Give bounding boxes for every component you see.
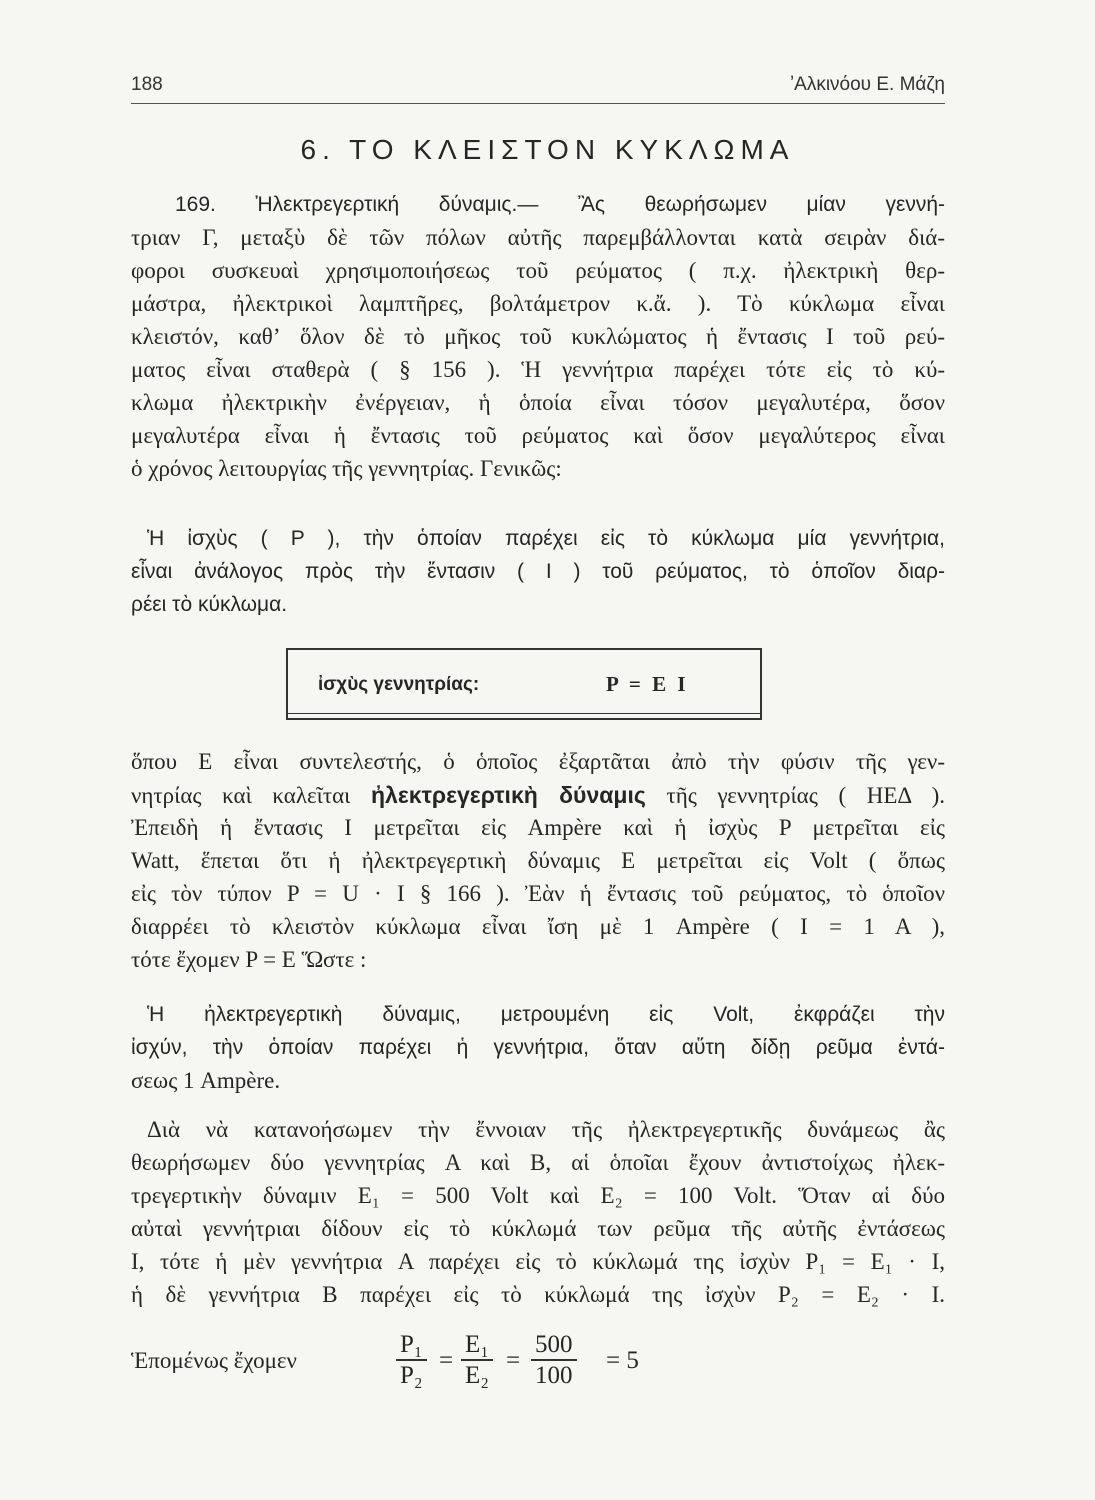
running-header-author: ʼΑλκινόου Ε. Μάζη (789, 74, 945, 95)
numerator: 500 (531, 1330, 577, 1361)
rule-statement-line: Ἡ ἰσχὺς ( P ), τὴν ὁποίαν παρέχει εἰς τὸ κύκλωμα μία γεννήτρια, (147, 527, 945, 550)
text-line: μεγαλυτέρα εἶναι ἡ ἔντασις τοῦ ρεύματος καὶ ὅσον μεγαλύτερος εἶναι (131, 423, 945, 448)
text-line: κλωμα ἠλεκτρικὴν ἐνέργειαν, ἡ ὁποία εἶναι τόσον μεγαλυτέρα, ὅσον (131, 390, 945, 415)
equation-lead: Ἑπομένως ἔχομεν (131, 1348, 297, 1373)
numerator: E₁ (461, 1330, 493, 1361)
text-line: φοροι συσκευαὶ χρησιμοποιήσεως τοῦ ρεύματος ( π.χ. ἠλεκτρικὴ θερ- (131, 258, 945, 283)
text-line: Διὰ νὰ κατανοήσωμεν τὴν ἔννοιαν τῆς ἠλεκτρεγερτικῆς δυνάμεως ἂς (147, 1117, 945, 1142)
definition-line: Ἡ ἠλεκτρεγερτικὴ δύναμις, μετρουμένη εἰς Volt, ἐκφράζει τὴν (147, 1003, 945, 1026)
denominator: 100 (535, 1362, 573, 1389)
text-line: ἡ δὲ γεννήτρια B παρέχει εἰς τὸ κύκλωμά της ἰσχὺν P₂ = E₂ · I. (131, 1282, 945, 1307)
fraction-p (396, 1330, 427, 1390)
text-line: I, τότε ἡ μὲν γεννήτρια A παρέχει εἰς τὸ κύκλωμά της ἰσχὺν P₁ = E₁ · I, (131, 1249, 945, 1274)
section-heading-line: 169. Ἠλεκτρεγερτική δύναμις.— Ἂς θεωρήσωμεν μίαν γεννή- (175, 193, 945, 216)
formula: P = E I (606, 672, 689, 696)
rule-statement-line: εἶναι ἀνάλογος πρὸς τὴν ἔντασιν ( I ) τοῦ ρεύματος, τὸ ὁποῖον διαρ- (131, 560, 945, 583)
text-line: διαρρέει τὸ κλειστὸν κύκλωμα εἶναι ἴση μὲ 1 Ampère ( I = 1 A ), (131, 914, 945, 939)
text-line: αὐταὶ γεννήτριαι δίδουν εἰς τὸ κύκλωμά των ρεῦμα τῆς αὐτῆς ἐντάσεως (131, 1216, 945, 1241)
formula-label: ἰσχὺς γεννητρίας: (318, 674, 480, 695)
text-line (131, 780, 945, 811)
denominator: E₂ (465, 1362, 489, 1389)
text-line: τριαν Γ, μεταξὺ δὲ τῶν πόλων αὐτῆς παρεμβάλλονται κατὰ σειρὰν διά- (131, 225, 945, 250)
equals-sign: = (506, 1347, 521, 1374)
text-segment: τῆς γεννητρίας ( ΗΕΔ ). (645, 783, 945, 808)
page-number: 188 (131, 74, 163, 95)
text-line: τότε ἔχομεν P = E Ὥστε : (131, 947, 367, 972)
header-rule (131, 103, 945, 104)
text-segment: νητρίας καὶ καλεῖται (131, 783, 371, 808)
ratio-equation (131, 1330, 731, 1400)
formula-box (286, 648, 762, 720)
text-line: ματος εἶναι σταθερὰ ( § 156 ). Ἡ γεννήτρια παρέχει τότε εἰς τὸ κύ- (131, 357, 945, 382)
text-line: κλειστόν, καθʼ ὅλον δὲ τὸ μῆκος τοῦ κυκλώματος ἡ ἔντασις I τοῦ ρεύ- (131, 324, 945, 349)
text-line: εἰς τὸν τύπον P = U · I § 166 ). Ἐὰν ἡ ἔντασις τοῦ ρεύματος, τὸ ὁποῖον (131, 881, 945, 906)
rule-statement-line: ρέει τὸ κύκλωμα. (131, 593, 288, 616)
fraction-values (531, 1330, 577, 1390)
definition-line: ἰσχύν, τὴν ὁποίαν παρέχει ἡ γεννήτρια, ὅταν αὕτη δίδῃ ρεῦμα ἐντά- (131, 1036, 945, 1059)
text-line: ὅπου E εἶναι συντελεστής, ὁ ὁποῖος ἐξαρτᾶται ἀπὸ τὴν φύσιν τῆς γεν- (131, 749, 945, 774)
fraction-e (461, 1330, 493, 1390)
equals-sign: = (439, 1347, 454, 1374)
denominator: P₂ (400, 1362, 423, 1389)
text-line: τρεγερτικὴν δύναμιν E₁ = 500 Volt καὶ E₂ = 100 Volt. Ὅταν αἱ δύο (131, 1183, 945, 1208)
text-line: Watt, ἕπεται ὅτι ἡ ἠλεκτρεγερτικὴ δύναμις E μετρεῖται εἰς Volt ( ὅπως (131, 848, 945, 873)
chapter-title: 6. ΤΟ ΚΛΕΙΣΤΟΝ ΚΥΚΛΩΜΑ (300, 134, 795, 165)
result: = 5 (606, 1347, 639, 1374)
text-line: θεωρήσωμεν δύο γεννητρίας A καὶ B, αἱ ὁποῖαι ἔχουν ἀντιστοίχως ἠλεκ- (131, 1150, 945, 1175)
text-line: μάστρα, ἠλεκτρικοὶ λαμπτῆρες, βολτάμετρον κ.ἄ. ). Τὸ κύκλωμα εἶναι (131, 291, 945, 316)
numerator: P₁ (396, 1330, 427, 1361)
definition-line: σεως 1 Ampère. (131, 1068, 281, 1093)
text-line: ὁ χρόνος λειτουργίας τῆς γεννητρίας. Γενικῶς: (131, 456, 562, 481)
text-line: Ἐπειδὴ ἡ ἔντασις I μετρεῖται εἰς Ampère καὶ ἡ ἰσχὺς P μετρεῖται εἰς (131, 815, 945, 840)
bold-term: ἠλεκτρεγερτικὴ δύναμις (371, 782, 646, 808)
